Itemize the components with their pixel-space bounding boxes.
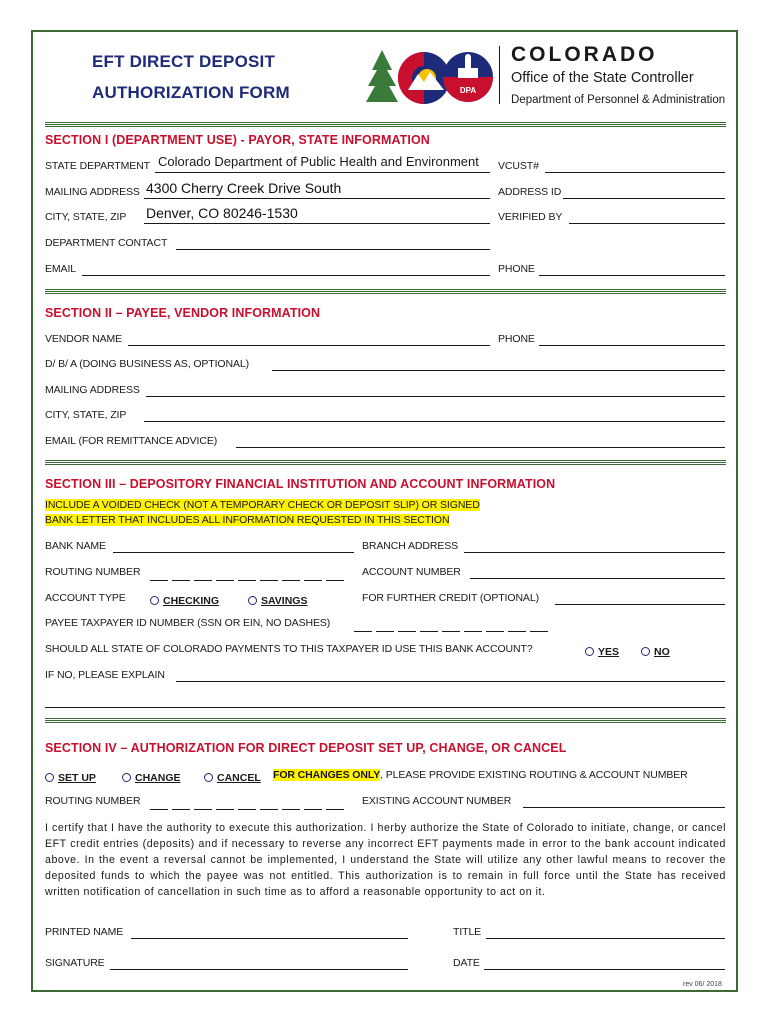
vendor-phone-label: PHONE	[498, 333, 535, 345]
remittance-email-label: EMAIL (FOR REMITTANCE ADVICE)	[45, 435, 218, 447]
brand-department: Department of Personnel & Administration	[511, 94, 726, 106]
title-field[interactable]	[486, 938, 725, 939]
savings-radio[interactable]: SAVINGS	[248, 591, 307, 609]
form-title-line2: AUTHORIZATION FORM	[92, 83, 290, 102]
account-number-label: ACCOUNT NUMBER	[362, 566, 461, 578]
date-field[interactable]	[484, 969, 725, 970]
explain-label: IF NO, PLEASE EXPLAIN	[45, 669, 165, 681]
changes-only-note: FOR CHANGES ONLY, PLEASE PROVIDE EXISTING ROUTING & ACCOUNT NUMBER	[273, 769, 688, 781]
dba-label: D/ B/ A (DOING BUSINESS AS, OPTIONAL)	[45, 358, 250, 370]
signature-field[interactable]	[110, 969, 408, 970]
pine-tree-icon	[366, 50, 398, 102]
existing-routing-label: ROUTING NUMBER	[45, 795, 141, 807]
city-state-zip-field[interactable]	[144, 223, 490, 224]
explain-field[interactable]	[176, 681, 725, 682]
vcust-field[interactable]	[545, 172, 725, 173]
further-credit-label: FOR FURTHER CREDIT (OPTIONAL)	[362, 592, 539, 604]
verified-by-field[interactable]	[569, 223, 725, 224]
title-label: TITLE	[453, 926, 482, 938]
department-contact-field[interactable]	[176, 249, 490, 250]
date-label: DATE	[453, 957, 480, 969]
colorado-dpa-logo	[364, 44, 502, 110]
checking-radio[interactable]: CHECKING	[150, 591, 219, 609]
city-state-zip-label: CITY, STATE, ZIP	[45, 211, 127, 223]
section3-note-line2: BANK LETTER THAT INCLUDES ALL INFORMATION REQUESTED IN THIS SECTION	[45, 514, 450, 526]
vendor-phone-field[interactable]	[539, 345, 725, 346]
section3-note-line1: INCLUDE A VOIDED CHECK (NOT A TEMPORARY CHECK OR DEPOSIT SLIP) OR SIGNED	[45, 499, 480, 511]
mailing-address-field[interactable]	[144, 198, 490, 199]
further-credit-field[interactable]	[555, 604, 725, 605]
existing-account-field[interactable]	[523, 807, 725, 808]
vendor-mailing-address-field[interactable]	[146, 396, 725, 397]
section2-heading: SECTION II – PAYEE, VENDOR INFORMATION	[45, 306, 321, 320]
dba-field[interactable]	[272, 370, 725, 371]
section4-heading: SECTION IV – AUTHORIZATION FOR DIRECT DEPOSIT SET UP, CHANGE, OR CANCEL	[45, 741, 567, 755]
signature-label: SIGNATURE	[45, 957, 105, 969]
existing-routing-field[interactable]	[150, 801, 348, 819]
dpa-label: DPA	[459, 86, 477, 95]
radio-circle-icon	[150, 596, 159, 605]
verified-by-label: VERIFIED BY	[498, 211, 563, 223]
vendor-city-state-zip-field[interactable]	[144, 421, 725, 422]
taxpayer-id-field[interactable]	[354, 623, 552, 641]
radio-circle-icon	[248, 596, 257, 605]
radio-circle-icon	[204, 773, 213, 782]
printed-name-label: PRINTED NAME	[45, 926, 124, 938]
section-divider	[45, 460, 726, 466]
remittance-email-field[interactable]	[236, 447, 725, 448]
radio-circle-icon	[585, 647, 594, 656]
same-account-question: SHOULD ALL STATE OF COLORADO PAYMENTS TO THIS TAXPAYER ID USE THIS BANK ACCOUNT?	[45, 643, 533, 655]
yes-radio[interactable]: YES	[585, 642, 619, 660]
taxpayer-id-label: PAYEE TAXPAYER ID NUMBER (SSN OR EIN, NO DASHES)	[45, 617, 331, 629]
explain-field-line2[interactable]	[45, 707, 725, 708]
radio-circle-icon	[45, 773, 54, 782]
branch-address-field[interactable]	[464, 552, 725, 553]
address-id-label: ADDRESS ID	[498, 186, 562, 198]
cancel-radio[interactable]: CANCEL	[204, 768, 261, 786]
bank-name-field[interactable]	[113, 552, 354, 553]
email-label: EMAIL	[45, 263, 77, 275]
bank-name-label: BANK NAME	[45, 540, 106, 552]
section-divider	[45, 122, 726, 128]
account-number-field[interactable]	[470, 578, 725, 579]
change-radio[interactable]: CHANGE	[122, 768, 181, 786]
brand-office: Office of the State Controller	[511, 70, 694, 86]
state-department-label: STATE DEPARTMENT	[45, 160, 150, 172]
vendor-mailing-address-label: MAILING ADDRESS	[45, 384, 140, 396]
vendor-city-state-zip-label: CITY, STATE, ZIP	[45, 409, 127, 421]
section-divider	[45, 289, 726, 295]
section3-heading: SECTION III – DEPOSITORY FINANCIAL INSTITUTION AND ACCOUNT INFORMATION	[45, 477, 556, 491]
routing-number-label: ROUTING NUMBER	[45, 566, 141, 578]
existing-account-label: EXISTING ACCOUNT NUMBER	[362, 795, 512, 807]
routing-number-field[interactable]	[150, 572, 348, 590]
state-department-field[interactable]	[155, 172, 490, 173]
phone-label: PHONE	[498, 263, 535, 275]
form-title-line1: EFT DIRECT DEPOSIT	[92, 52, 276, 71]
mailing-address-label: MAILING ADDRESS	[45, 186, 140, 198]
section-divider	[45, 718, 726, 724]
branch-address-label: BRANCH ADDRESS	[362, 540, 459, 552]
vendor-name-label: VENDOR NAME	[45, 333, 123, 345]
account-type-label: ACCOUNT TYPE	[45, 592, 126, 604]
email-field[interactable]	[82, 275, 490, 276]
setup-radio[interactable]: SET UP	[45, 768, 96, 786]
brand-name: COLORADO	[511, 43, 658, 66]
address-id-field[interactable]	[563, 198, 725, 199]
certification-text: I certify that I have the authority to execute this authorization. I herby authorize the State of Colorado to initiate, change, or cancel EFT credit entries (deposits) and if necessary to reverse any incorrect EFT payments made in error to the bank account indicated above. In the event a reversal cannot be implemented, I understand the State will utilize any other lawful means to recover the deposited funds to which the payee was not entitled. This authorization is to remain in full force until the State has received written notification of cancellation in such time as to afford a reasonable opportunity to act on it.	[45, 822, 726, 898]
mailing-address-value: 4300 Cherry Creek Drive South	[146, 180, 342, 196]
radio-circle-icon	[641, 647, 650, 656]
section1-heading: SECTION I (DEPARTMENT USE) - PAYOR, STATE INFORMATION	[45, 133, 430, 147]
city-state-zip-value: Denver, CO 80246-1530	[146, 205, 298, 221]
department-contact-label: DEPARTMENT CONTACT	[45, 237, 168, 249]
state-department-value: Colorado Department of Public Health and Environment	[158, 154, 479, 169]
printed-name-field[interactable]	[131, 938, 408, 939]
revision-date: rev 06/ 2018	[683, 981, 722, 988]
vendor-name-field[interactable]	[128, 345, 490, 346]
phone-field[interactable]	[539, 275, 725, 276]
no-radio[interactable]: NO	[641, 642, 670, 660]
radio-circle-icon	[122, 773, 131, 782]
vcust-label: VCUST#	[498, 160, 539, 172]
logo-divider	[499, 46, 500, 104]
